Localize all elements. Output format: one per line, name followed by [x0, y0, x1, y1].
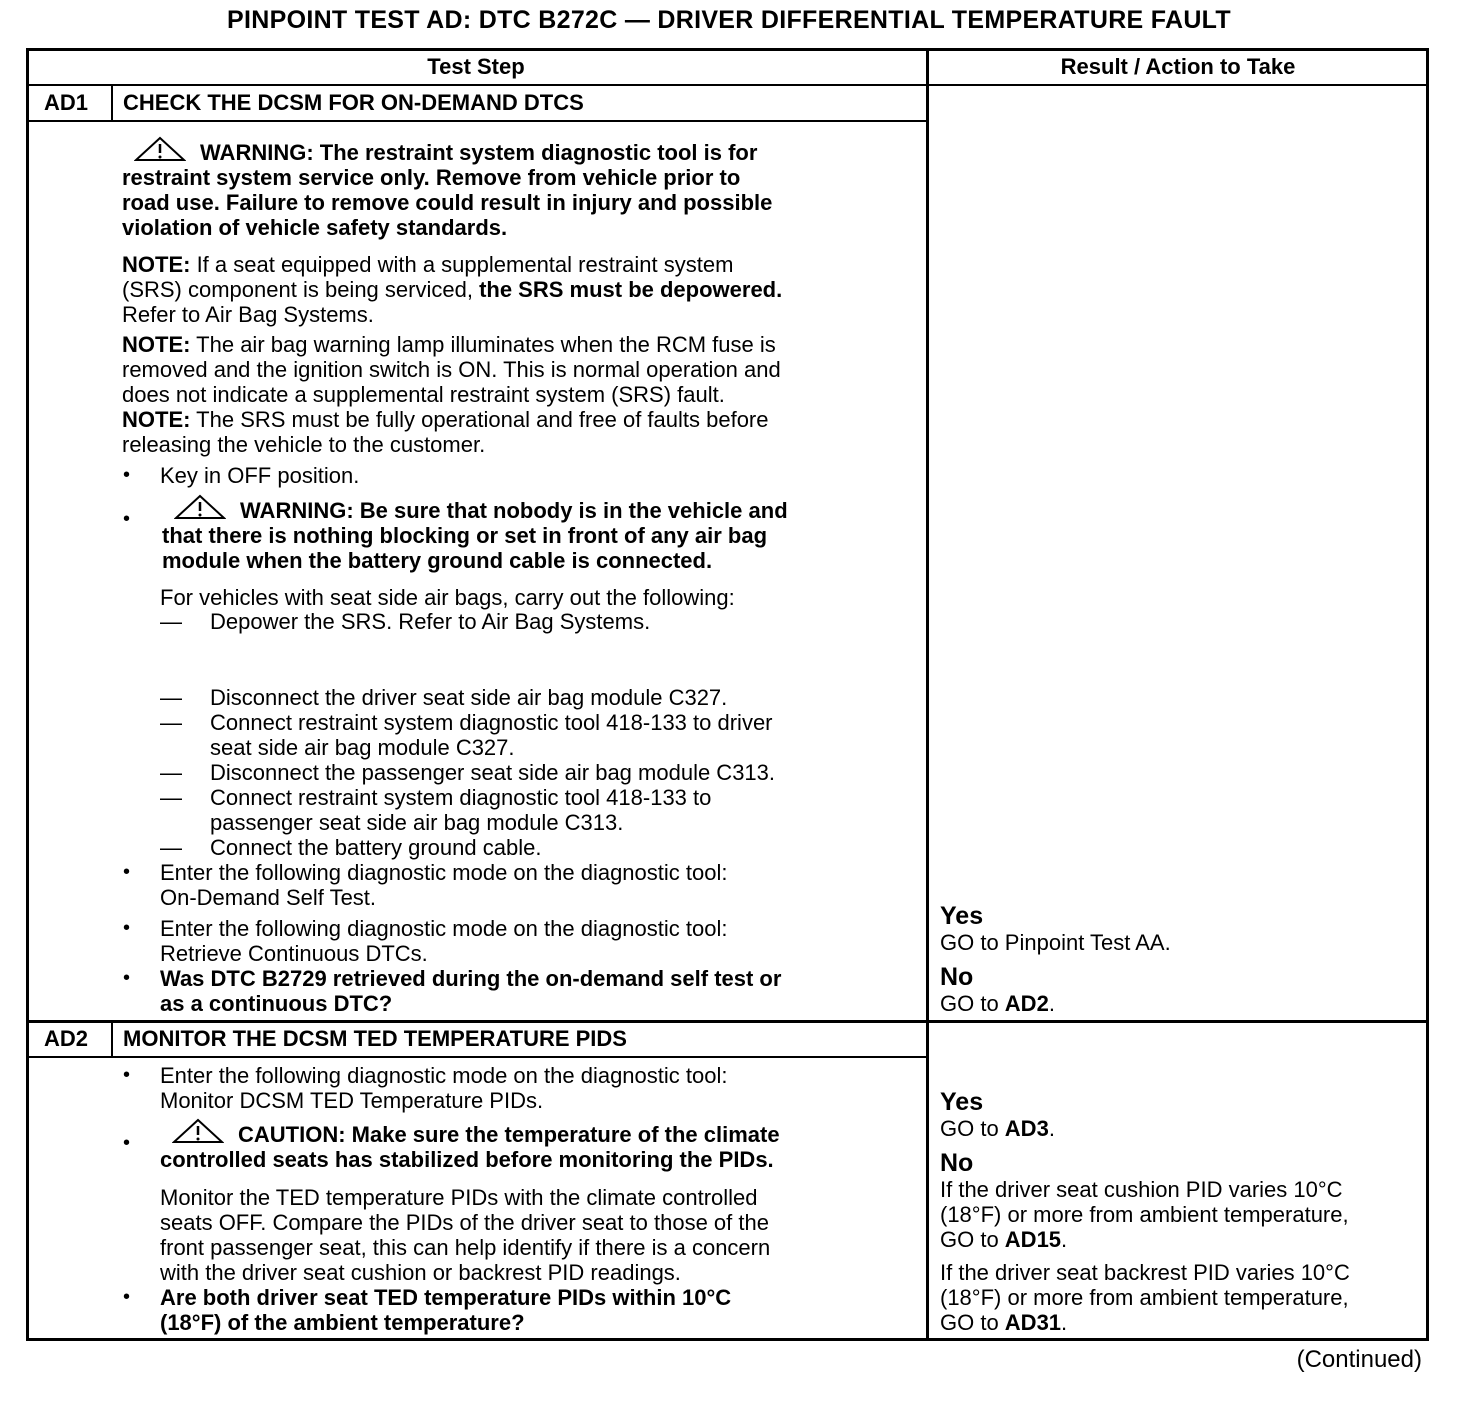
ad2-no-backrest-target: AD31 [1004, 1310, 1062, 1335]
note-label: NOTE: [122, 407, 191, 432]
ad2-no-cushion-line-2: (18°F) or more from ambient temperature, [940, 1202, 1349, 1227]
header-divider [26, 84, 1429, 86]
bullet-icon: • [123, 464, 131, 486]
ad1-warning-2-line-3: module when the battery ground cable is connected. [162, 548, 713, 573]
ad1-dash-disconnect-driver: Disconnect the driver seat side air bag module C327. [210, 685, 728, 710]
ad2-bullet-question [160, 1285, 731, 1335]
ad1-warning-2-line-2: that there is nothing blocking or set in front of any air bag [162, 523, 768, 548]
period: . [1061, 1227, 1068, 1252]
ad2-caution [160, 1118, 920, 1172]
go-to-text: GO to [940, 1310, 1005, 1335]
ad1-step-title: CHECK THE DCSM FOR ON-DEMAND DTCS [123, 90, 584, 115]
ad1-warning-2-line-1: WARNING: Be sure that nobody is in the vehicle and [240, 498, 788, 523]
ad1-warning-1-line-1: WARNING: The restraint system diagnostic tool is for [200, 140, 758, 165]
ad1-id-divider [111, 84, 113, 121]
note-label: NOTE: [122, 252, 191, 277]
ad2-no-cushion-target: AD15 [1004, 1227, 1062, 1252]
ad1-note-3 [122, 407, 922, 457]
ad1-ad2-divider [26, 1020, 1429, 1023]
dash-icon: — [160, 785, 182, 810]
ad2-monitor-text [160, 1185, 770, 1285]
ad1-note-1-line-2: (SRS) component is being serviced, [122, 277, 480, 302]
bullet-icon: • [123, 967, 131, 989]
ad2-no-cushion-line-1: If the driver seat cushion PID varies 10°C [940, 1177, 1343, 1202]
ad1-warning-2 [162, 494, 922, 573]
ad1-dash-depower: Depower the SRS. Refer to Air Bag Systems. [210, 609, 651, 634]
ad1-title-divider [26, 120, 928, 122]
bullet-icon: • [123, 861, 131, 883]
period: . [1048, 1116, 1055, 1141]
ad1-note-3-line-1: The SRS must be fully operational and free of faults before [190, 407, 769, 432]
ad1-dash-connect-driver-line-1: Connect restraint system diagnostic tool 418-133 to driver [210, 710, 773, 735]
ad1-warning-1-line-4: violation of vehicle safety standards. [122, 215, 508, 240]
ad1-note-3-line-2: releasing the vehicle to the customer. [122, 432, 486, 457]
ad1-dash-connect-passenger [210, 785, 711, 835]
ad1-bullet-continuous [160, 916, 727, 966]
continued-label: (Continued) [1296, 1346, 1422, 1373]
go-to-text: GO to [940, 1227, 1005, 1252]
bullet-icon: • [123, 917, 131, 939]
ad2-no-backrest-line-2: (18°F) or more from ambient temperature, [940, 1285, 1349, 1310]
ad2-no-action-cushion [940, 1177, 1349, 1252]
ad1-step-id: AD1 [44, 90, 89, 115]
ad1-yes-label: Yes [940, 902, 984, 930]
ad2-no-backrest-line-1: If the driver seat backrest PID varies 10°C [940, 1260, 1350, 1285]
ad1-note-1 [122, 252, 922, 327]
ad2-id-divider [111, 1020, 113, 1057]
ad2-no-action-backrest [940, 1260, 1350, 1335]
ad2-bullet-question-line-2: (18°F) of the ambient temperature? [160, 1310, 525, 1335]
ad1-note-2-line-3: does not indicate a supplemental restraint system (SRS) fault. [122, 382, 725, 407]
ad2-caution-line-1: CAUTION: Make sure the temperature of the climate [238, 1122, 780, 1147]
ad1-bullet-continuous-line-2: Retrieve Continuous DTCs. [160, 941, 428, 966]
ad1-warning-1-line-3: road use. Failure to remove could result in injury and possible [122, 190, 773, 215]
ad2-title-divider [26, 1056, 928, 1058]
ad1-for-vehicles: For vehicles with seat side air bags, carry out the following: [160, 585, 735, 610]
ad1-no-label: No [940, 963, 974, 991]
ad2-yes-action [940, 1116, 1055, 1141]
dash-icon: — [160, 685, 182, 710]
bullet-icon: • [123, 1064, 131, 1086]
column-divider [926, 48, 929, 1341]
ad2-bullet-monitor-mode [160, 1063, 727, 1113]
dash-icon: — [160, 835, 182, 860]
ad1-warning-1 [122, 136, 922, 240]
ad1-note-2 [122, 332, 922, 407]
period: . [1048, 991, 1055, 1016]
ad1-note-1-line-1: If a seat equipped with a supplemental restraint system [190, 252, 734, 277]
bullet-icon: • [123, 508, 131, 530]
ad2-no-label: No [940, 1149, 974, 1177]
header-result: Result / Action to Take [1060, 54, 1296, 79]
ad1-bullet-on-demand-line-1: Enter the following diagnostic mode on the diagnostic tool: [160, 860, 728, 885]
ad1-bullet-question-line-1: Was DTC B2729 retrieved during the on-demand self test or [160, 966, 782, 991]
ad2-monitor-line-2: seats OFF. Compare the PIDs of the driver seat to those of the [160, 1210, 769, 1235]
warning-triangle-icon [134, 136, 186, 162]
ad1-note-1-bold: the SRS must be depowered. [479, 277, 783, 302]
ad2-bullet-question-line-1: Are both driver seat TED temperature PIDs within 10°C [160, 1285, 732, 1310]
ad2-yes-label: Yes [940, 1088, 984, 1116]
ad1-bullet-question [160, 966, 781, 1016]
page-title: PINPOINT TEST AD: DTC B272C — DRIVER DIFFERENTIAL TEMPERATURE FAULT [227, 6, 1231, 34]
go-to-text: GO to [940, 1116, 1005, 1141]
ad2-bullet-monitor-mode-line-2: Monitor DCSM TED Temperature PIDs. [160, 1088, 544, 1113]
ad2-caution-line-2: controlled seats has stabilized before monitoring the PIDs. [160, 1147, 774, 1172]
ad1-bullet-on-demand [160, 860, 727, 910]
ad1-no-target: AD2 [1004, 991, 1049, 1016]
ad2-bullet-monitor-mode-line-1: Enter the following diagnostic mode on the diagnostic tool: [160, 1063, 728, 1088]
ad1-note-2-line-2: removed and the ignition switch is ON. This is normal operation and [122, 357, 781, 382]
ad1-bullet-on-demand-line-2: On-Demand Self Test. [160, 885, 377, 910]
ad2-step-title: MONITOR THE DCSM TED TEMPERATURE PIDS [123, 1026, 627, 1051]
ad1-dash-connect-driver-line-2: seat side air bag module C327. [210, 735, 515, 760]
dash-icon: — [160, 760, 182, 785]
ad1-dash-connect-driver [210, 710, 773, 760]
dash-icon: — [160, 710, 182, 735]
bullet-icon: • [123, 1286, 131, 1308]
dash-icon: — [160, 609, 182, 634]
ad1-bullet-question-line-2: as a continuous DTC? [160, 991, 393, 1016]
ad1-dash-connect-passenger-line-1: Connect restraint system diagnostic tool 418-133 to [210, 785, 712, 810]
warning-triangle-icon [172, 1118, 224, 1144]
ad2-yes-target: AD3 [1004, 1116, 1049, 1141]
period: . [1061, 1310, 1068, 1335]
ad1-warning-1-line-2: restraint system service only. Remove from vehicle prior to [122, 165, 741, 190]
ad2-monitor-line-1: Monitor the TED temperature PIDs with the climate controlled [160, 1185, 758, 1210]
ad1-note-2-line-1: The air bag warning lamp illuminates when the RCM fuse is [190, 332, 776, 357]
warning-triangle-icon [174, 494, 226, 520]
ad1-bullet-key-off: Key in OFF position. [160, 463, 360, 488]
ad1-dash-connect-passenger-line-2: passenger seat side air bag module C313. [210, 810, 624, 835]
go-to-text: GO to [940, 991, 1005, 1016]
ad1-yes-action: GO to Pinpoint Test AA. [940, 930, 1171, 955]
ad1-bullet-continuous-line-1: Enter the following diagnostic mode on the diagnostic tool: [160, 916, 728, 941]
ad2-monitor-line-4: with the driver seat cushion or backrest PID readings. [160, 1260, 681, 1285]
ad1-no-action [940, 991, 1055, 1016]
bullet-icon: • [123, 1132, 131, 1154]
header-test-step: Test Step [427, 54, 525, 79]
ad2-monitor-line-3: front passenger seat, this can help identify if there is a concern [160, 1235, 771, 1260]
ad2-step-id: AD2 [44, 1026, 89, 1051]
note-label: NOTE: [122, 332, 191, 357]
ad1-note-1-line-3: Refer to Air Bag Systems. [122, 302, 374, 327]
ad1-dash-disconnect-passenger: Disconnect the passenger seat side air bag module C313. [210, 760, 776, 785]
ad1-dash-connect-ground: Connect the battery ground cable. [210, 835, 542, 860]
